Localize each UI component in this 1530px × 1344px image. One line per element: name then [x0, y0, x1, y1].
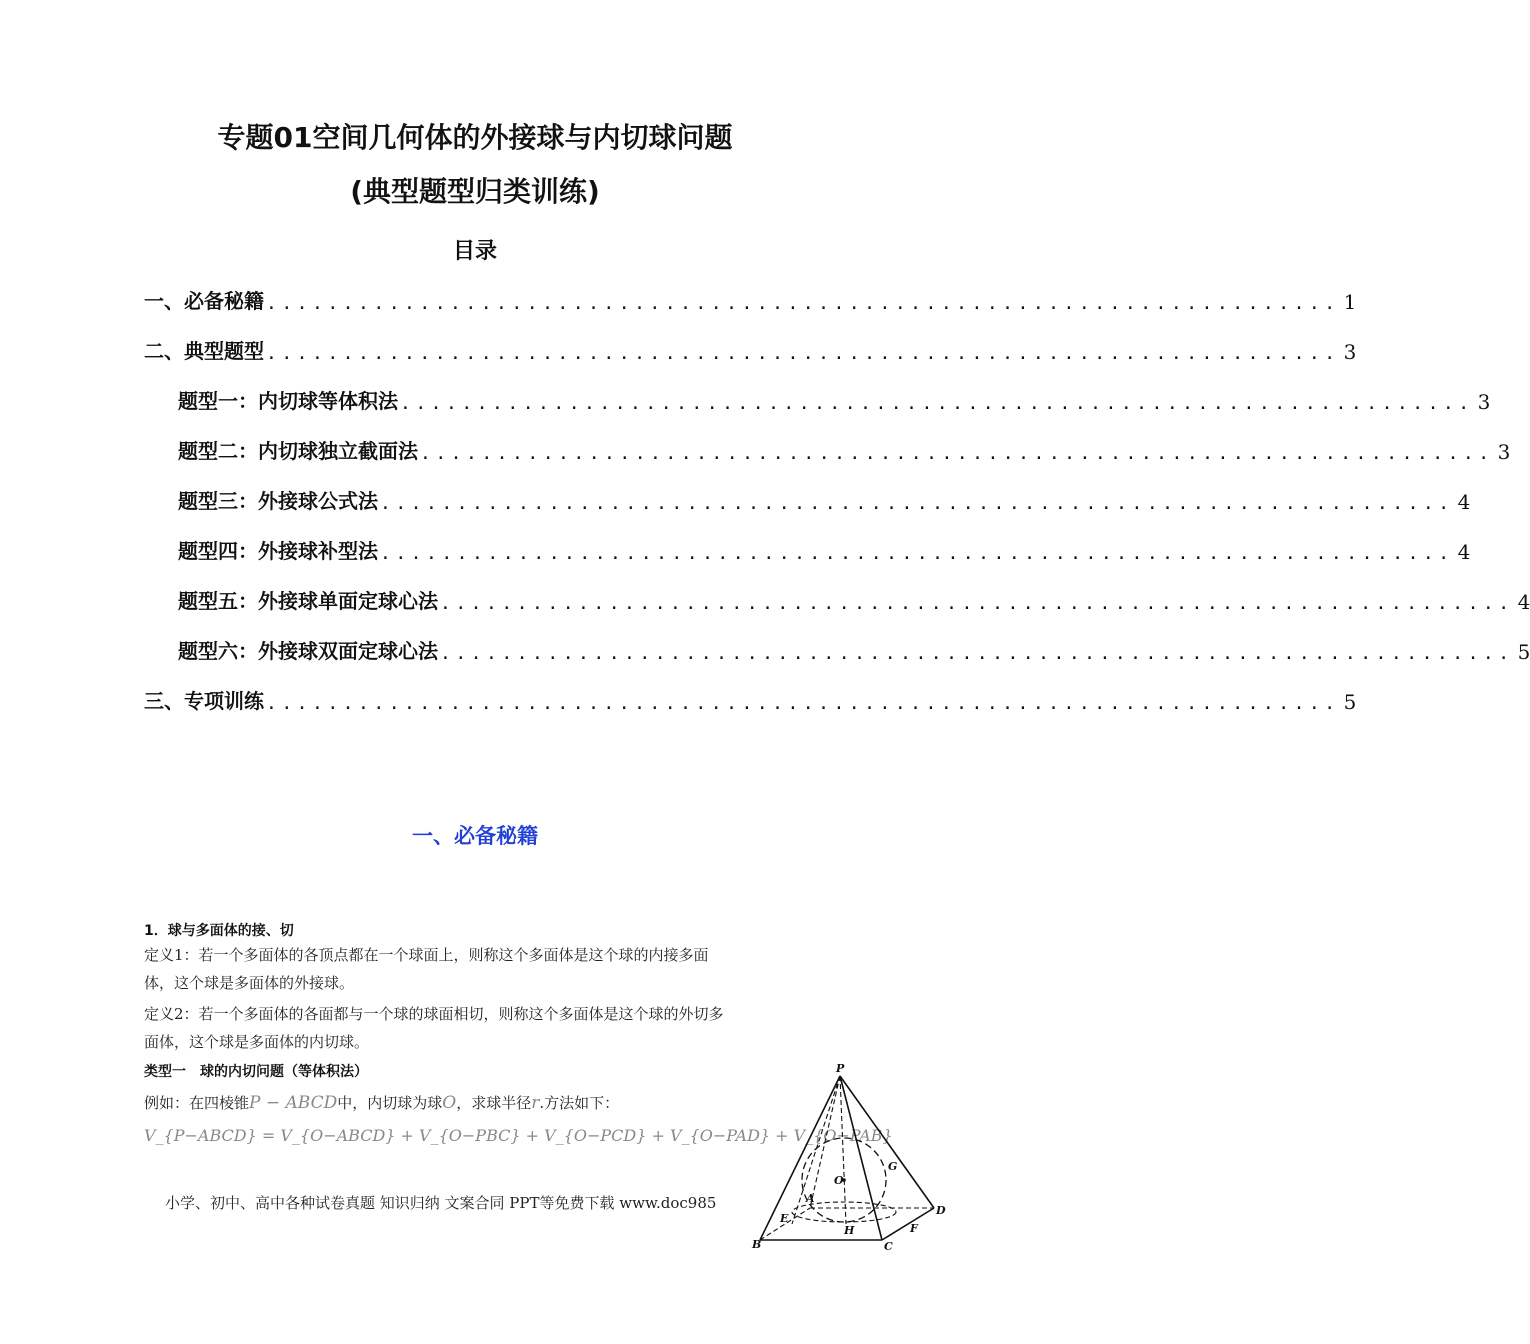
pyramid-inscribed-sphere-figure [748, 1062, 950, 1262]
toc-entry-page: 5 [1343, 690, 1357, 714]
toc-entry-label: 题型四：外接球补型法 [178, 539, 378, 563]
toc-entry-section-1[interactable]: 一、必备秘籍 ...................................................................... 1 [144, 286, 806, 314]
toc-entry-page: 3 [1497, 440, 1511, 464]
toc-entry-label: 题型三：外接球公式法 [178, 489, 378, 513]
toc-entry-label: 一、必备秘籍 [144, 289, 264, 313]
toc-entry-page: 3 [1477, 390, 1491, 414]
label-p: P [836, 1062, 845, 1075]
toc-entry-page: 4 [1517, 590, 1530, 614]
label-h: H [844, 1224, 855, 1237]
volume-formula: V_{P−ABCD} = V_{O−ABCD} + V_{O−PBC} + V_{O−PCD} + V_{O−PAD} + V_{O−PAB} [144, 1126, 893, 1145]
label-f: F [910, 1222, 918, 1235]
toc-entry-type-3[interactable]: 题型三：外接球公式法 ...................................................................... 4 [178, 486, 806, 514]
label-a: A [806, 1192, 815, 1205]
sphere-center-symbol: O [442, 1093, 457, 1113]
document-title: 专题01空间几何体的外接球与内切球问题 [217, 121, 733, 154]
toc-entry-page: 4 [1457, 540, 1471, 564]
toc-entry-type-5[interactable]: 题型五：外接球单面定球心法 ...................................................................... 4 [178, 586, 806, 614]
label-c: C [884, 1240, 893, 1253]
toc-entry-label: 题型一：内切球等体积法 [178, 389, 398, 413]
toc-entry-page: 4 [1457, 490, 1471, 514]
toc-entry-label: 二、典型题型 [144, 339, 264, 363]
page-footer: 小学、初中、高中各种试卷真题 知识归纳 文案合同 PPT等免费下载 www.doc985 [165, 1194, 717, 1212]
definition-2-line-2: 面体，这个球是多面体的内切球。 [144, 1033, 370, 1051]
toc-entry-section-2[interactable]: 二、典型题型 ...................................................................... 3 [144, 336, 806, 364]
label-b: B [752, 1238, 762, 1251]
radius-symbol: r [531, 1093, 540, 1113]
label-o: O [834, 1174, 844, 1187]
label-d: D [936, 1204, 946, 1217]
definition-2-line-1: 定义2：若一个多面体的各面都与一个球的球面相切，则称这个多面体是这个球的外切多 [144, 1005, 724, 1023]
label-g: G [888, 1160, 898, 1173]
toc-entry-type-2[interactable]: 题型二：内切球独立截面法 ...................................................................... 3 [178, 436, 806, 464]
toc-entry-label: 题型六：外接球双面定球心法 [178, 639, 438, 663]
example-line: 例如：在四棱锥P − ABCD中，内切球为球O，求球半径r.方法如下： [144, 1093, 620, 1113]
pyramid-symbol: P − ABCD [249, 1093, 338, 1113]
toc-entry-page: 1 [1343, 290, 1357, 314]
label-e: E [780, 1212, 789, 1225]
type-1-title: 类型一 球的内切问题（等体积法） [144, 1064, 368, 1080]
toc-heading: 目录 [452, 239, 497, 264]
toc-entry-label: 题型五：外接球单面定球心法 [178, 589, 438, 613]
toc-entry-type-1[interactable]: 题型一：内切球等体积法 ...................................................................... 3 [178, 386, 806, 414]
subsection-title: 1．球与多面体的接、切 [144, 923, 294, 939]
toc-entry-type-6[interactable]: 题型六：外接球双面定球心法 ...................................................................... 5 [178, 636, 806, 664]
toc-entry-type-4[interactable]: 题型四：外接球补型法 ...................................................................... 4 [178, 536, 806, 564]
toc-entry-page: 5 [1517, 640, 1530, 664]
toc-entry-label: 三、专项训练 [144, 689, 264, 713]
document-subtitle: (典型题型归类训练) [350, 175, 600, 208]
toc-entry-page: 3 [1343, 340, 1357, 364]
toc-entry-label: 题型二：内切球独立截面法 [178, 439, 418, 463]
definition-1-line-1: 定义1：若一个多面体的各顶点都在一个球面上，则称这个多面体是这个球的内接多面 [144, 946, 709, 964]
section-heading: 一、必备秘籍 [412, 824, 538, 848]
definition-1-line-2: 体，这个球是多面体的外接球。 [144, 974, 355, 992]
toc-entry-section-3[interactable]: 三、专项训练 ...................................................................... 5 [144, 686, 806, 714]
